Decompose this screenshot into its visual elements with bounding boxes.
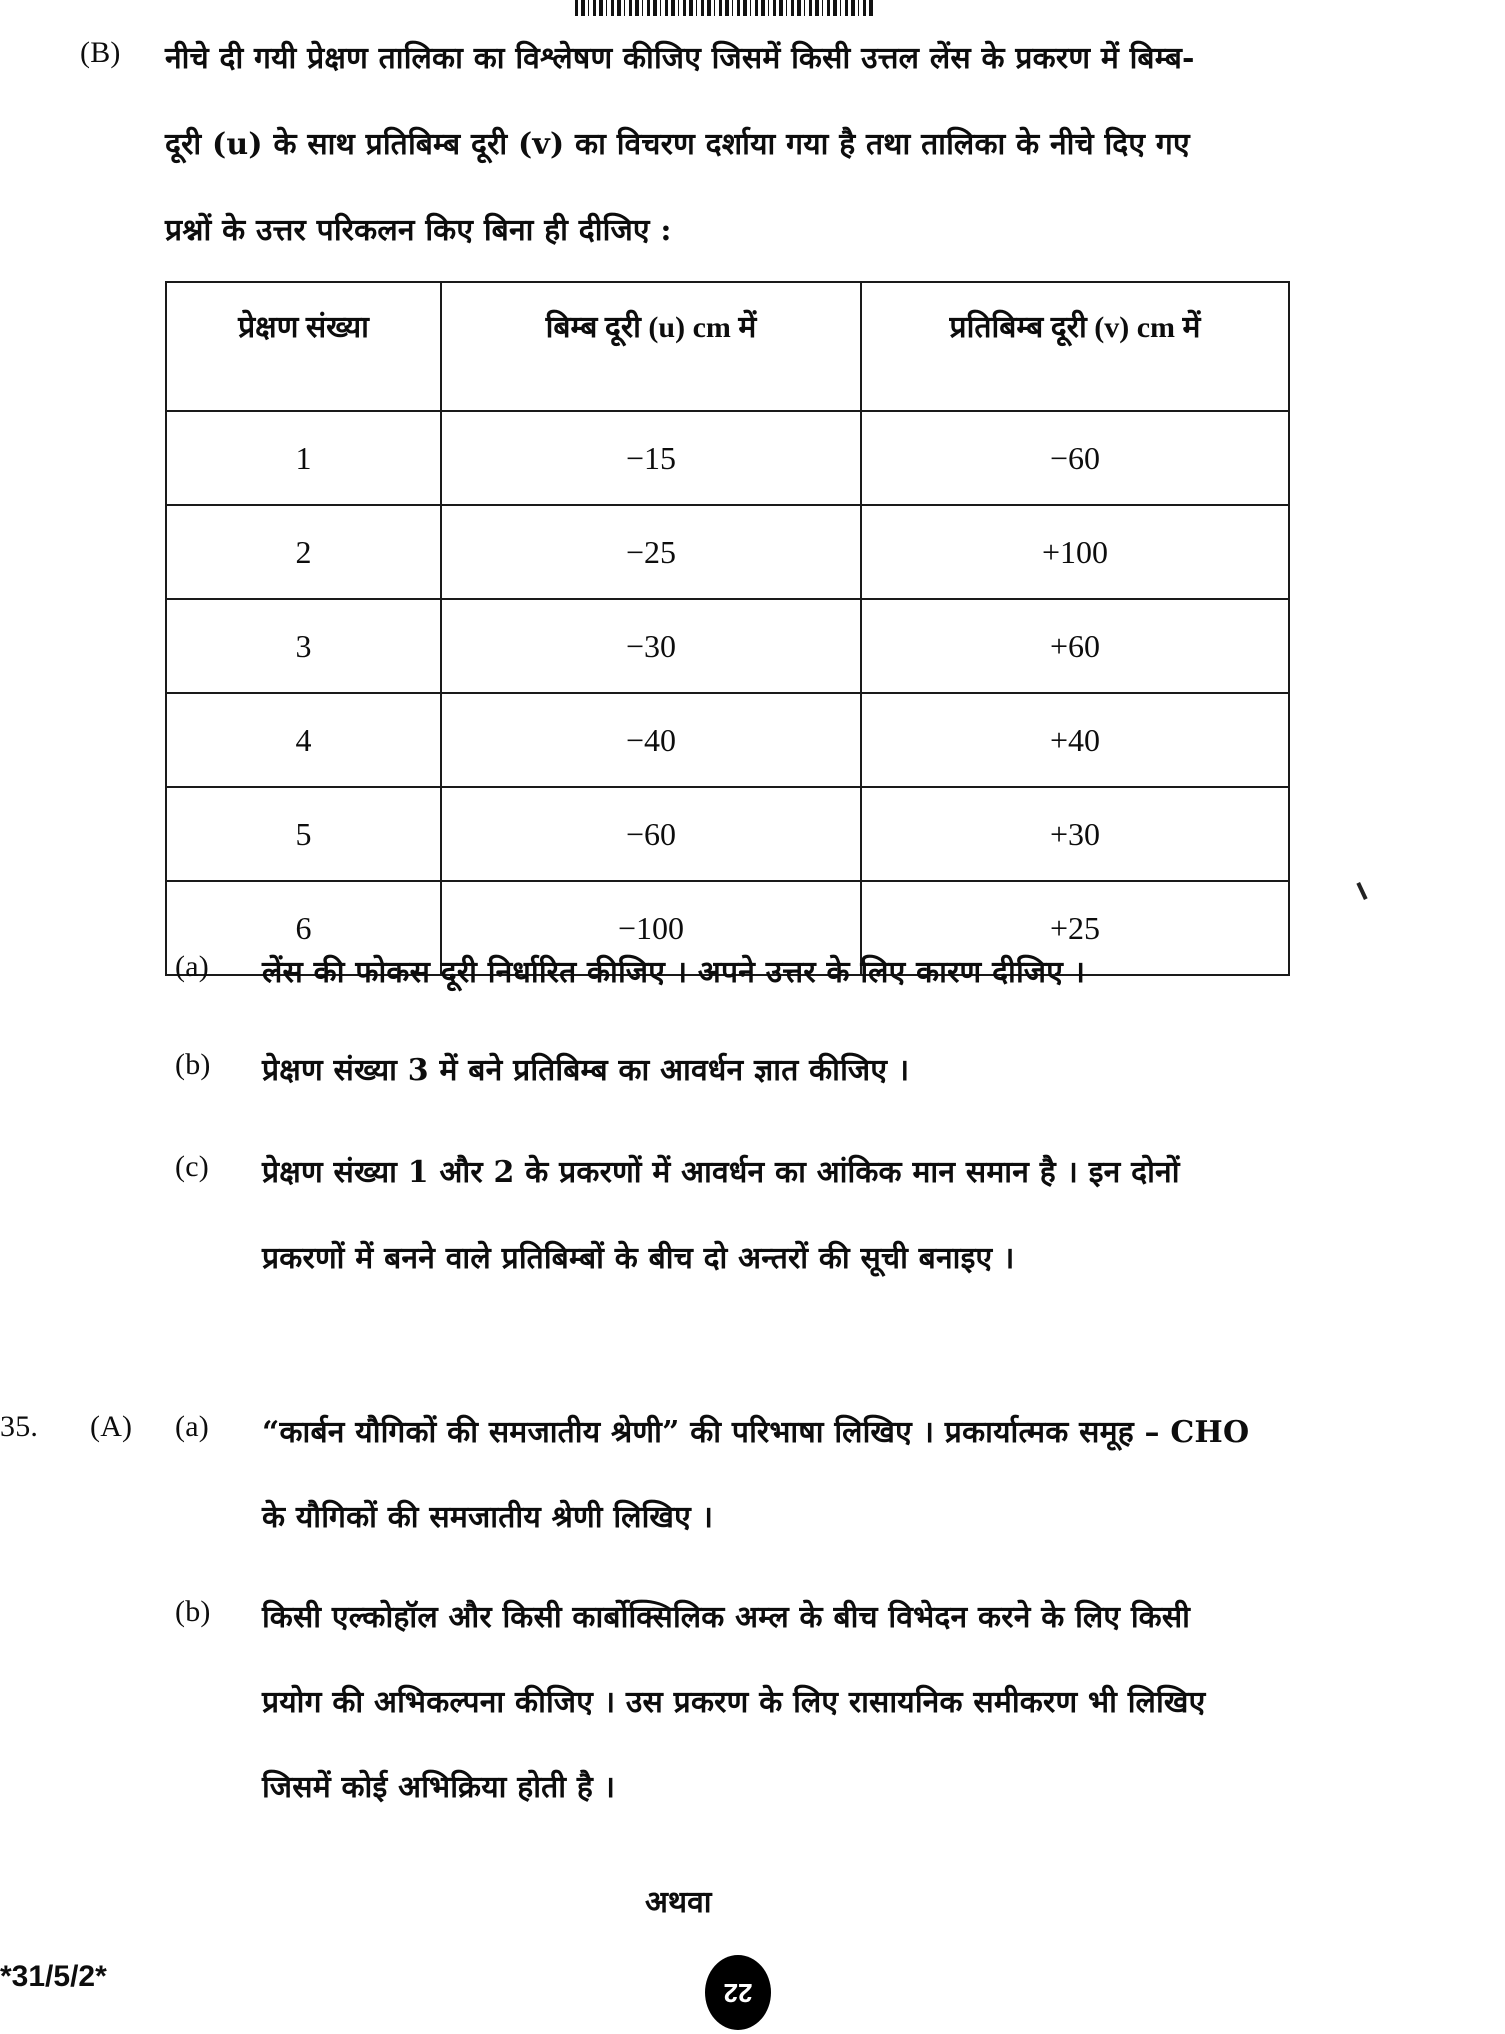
table-cell: +25 <box>861 881 1289 975</box>
subpart-text: प्रयोग की अभिकल्पना कीजिए । उस प्रकरण के लिए रासायनिक समीकरण भी लिखिए <box>262 1685 1206 1720</box>
table-cell: +30 <box>861 787 1289 881</box>
table-cell: +100 <box>861 505 1289 599</box>
table-header-row <box>166 282 1289 411</box>
subpart-label-b: (b) <box>175 1048 211 1081</box>
table-cell: 2 <box>166 505 441 599</box>
subpart-text: किसी एल्कोहॉल और किसी कार्बोक्सिलिक अम्ल के बीच विभेदन करने के लिए किसी <box>262 1600 1191 1635</box>
table-cell: 6 <box>166 881 441 975</box>
table-row <box>166 693 1289 787</box>
question-text-line: प्रश्नों के उत्तर परिकलन किए बिना ही दीजिए : <box>165 213 672 248</box>
subpart-label-b: (b) <box>175 1595 211 1628</box>
subpart-label-a: (a) <box>175 950 209 983</box>
table-cell: −40 <box>441 693 861 787</box>
table-header: प्रेक्षण संख्या <box>166 282 441 411</box>
question-number: 35. <box>0 1410 39 1443</box>
table-cell: 5 <box>166 787 441 881</box>
subpart-text: प्रेक्षण संख्या 3 में बने प्रतिबिम्ब का आवर्धन ज्ञात कीजिए । <box>262 1053 910 1088</box>
table-cell: +60 <box>861 599 1289 693</box>
subpart-text: जिसमें कोई अभिक्रिया होती है । <box>262 1770 616 1805</box>
page-number: 22 <box>705 1955 771 2030</box>
subpart-text: लेंस की फोकस दूरी निर्धारित कीजिए । अपने उत्तर के लिए कारण दीजिए । <box>262 955 1086 990</box>
or-separator: अथवा <box>645 1885 712 1920</box>
table-cell: 1 <box>166 411 441 505</box>
paper-code: *31/5/2* <box>0 1960 107 1993</box>
question-text-line: दूरी (u) के साथ प्रतिबिम्ब दूरी (v) का विचरण दर्शाया गया है तथा तालिका के नीचे दिए गए <box>165 127 1190 162</box>
table-cell: −25 <box>441 505 861 599</box>
table-cell: −15 <box>441 411 861 505</box>
subpart-text: प्रेक्षण संख्या 1 और 2 के प्रकरणों में आवर्धन का आंकिक मान समान है । इन दोनों <box>262 1155 1180 1190</box>
subpart-text: प्रकरणों में बनने वाले प्रतिबिम्बों के बीच दो अन्तरों की सूची बनाइए । <box>262 1241 1015 1276</box>
table-cell: 3 <box>166 599 441 693</box>
subpart-label-c: (c) <box>175 1150 209 1183</box>
table-cell: −60 <box>441 787 861 881</box>
subpart-text: “कार्बन यौगिकों की समजातीय श्रेणी” की परिभाषा लिखिए । प्रकार्यात्मक समूह – CHO <box>262 1415 1250 1450</box>
subpart-label-a: (a) <box>175 1410 209 1443</box>
table-cell: −60 <box>861 411 1289 505</box>
observation-table <box>165 281 1290 976</box>
table-row <box>166 599 1289 693</box>
table-header: प्रतिबिम्ब दूरी (v) cm में <box>861 282 1289 411</box>
table-row <box>166 411 1289 505</box>
table-row <box>166 787 1289 881</box>
stray-mark <box>1356 882 1367 900</box>
subpart-text: के यौगिकों की समजातीय श्रेणी लिखिए । <box>262 1500 714 1535</box>
question-text-line: नीचे दी गयी प्रेक्षण तालिका का विश्लेषण कीजिए जिसमें किसी उत्तल लेंस के प्रकरण में बिम्ब- <box>165 41 1195 76</box>
table-cell: +40 <box>861 693 1289 787</box>
table-row <box>166 505 1289 599</box>
question-label-B: (B) <box>80 36 121 69</box>
table-cell: 4 <box>166 693 441 787</box>
table-header: बिम्ब दूरी (u) cm में <box>441 282 861 411</box>
table-cell: −100 <box>441 881 861 975</box>
question-label-A: (A) <box>90 1410 133 1443</box>
barcode <box>575 0 875 16</box>
table-cell: −30 <box>441 599 861 693</box>
